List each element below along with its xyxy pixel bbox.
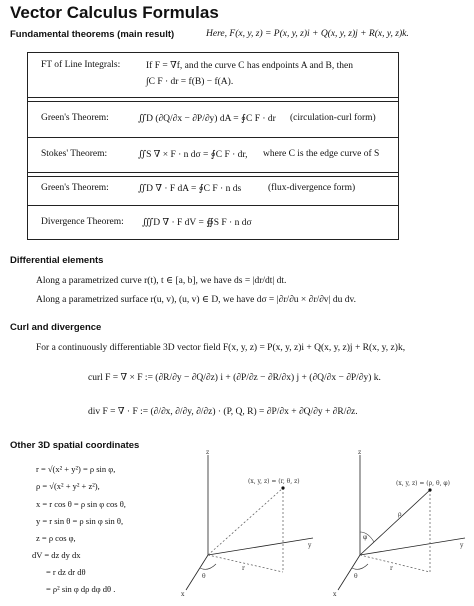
cyl-axis-z: z [206, 450, 210, 456]
sph-phi: φ [363, 534, 368, 541]
spatial-eq-z: z = ρ cos φ, [36, 533, 76, 543]
ftli-label: FT of Line Integrals: [41, 60, 121, 70]
cyl-r: r [242, 565, 245, 572]
ftli-line2: ∫C F · dr = f(B) − f(A). [146, 77, 234, 87]
stokes-note: where C is the edge curve of S [263, 149, 380, 159]
cyl-axis-y: y [308, 542, 312, 549]
spatial-heading: Other 3D spatial coordinates [10, 440, 140, 451]
sph-rho: ρ [398, 511, 402, 518]
divider [28, 205, 398, 206]
greens-flux-note: (flux-divergence form) [268, 183, 356, 193]
cyl-point-label: (x, y, z) = (r, θ, z) [248, 478, 300, 485]
curl-formula: curl F = ∇ × F := (∂R/∂y − ∂Q/∂z) i + (∂P/∂z − ∂R/∂x) j + (∂Q/∂x − ∂P/∂y) k. [88, 373, 381, 383]
greens-flux-label: Green's Theorem: [41, 183, 109, 193]
curl-intro: For a continuously differentiable 3D vector field F(x, y, z) = P(x, y, z)i + Q(x, y, z)j + R(x, y, z)k, [36, 343, 406, 353]
cyl-axis-x: x [181, 591, 185, 598]
divider [28, 172, 398, 177]
sph-axis-z: z [358, 450, 362, 456]
sph-axis-y: y [460, 542, 464, 549]
sph-r: r [390, 565, 393, 572]
spatial-eq-dv-cyl: = r dz dr dθ [46, 567, 86, 577]
sph-theta: θ [354, 573, 358, 580]
divider [28, 97, 398, 102]
sph-point-label: (x, y, z) = (ρ, θ, φ) [396, 480, 450, 487]
differential-line2: Along a parametrized surface r(u, v), (u, v) ∈ D, we have dσ = |∂r/∂u × ∂r/∂v| du dv. [36, 295, 356, 305]
stokes-label: Stokes' Theorem: [41, 149, 108, 159]
greens-label: Green's Theorem: [41, 113, 109, 123]
spatial-eq-rho: ρ = √(x² + y² + z²), [36, 481, 100, 491]
greens-note: (circulation-curl form) [290, 113, 376, 123]
sph-axis-x: x [333, 591, 337, 598]
spatial-eq-dv: dV = dz dy dx [32, 550, 81, 560]
spatial-eq-dv-sph: = ρ² sin φ dρ dφ dθ . [46, 584, 116, 594]
theorems-box [27, 52, 399, 240]
greens-flux-formula: ∬D ∇ · F dA = ∮C F · n ds [138, 184, 242, 194]
ftli-line1: If F = ∇f, and the curve C has endpoints A and B, then [146, 61, 353, 71]
curl-heading: Curl and divergence [10, 322, 102, 333]
stokes-formula: ∬S ∇ × F · n dσ = ∮C F · dr, [138, 150, 248, 160]
divergence-label: Divergence Theorem: [41, 217, 124, 227]
spatial-eq-y: y = r sin θ = ρ sin φ sin θ, [36, 516, 124, 526]
spherical-diagram [330, 450, 470, 600]
differential-line1: Along a parametrized curve r(t), t ∈ [a, b], we have ds = |dr/dt| dt. [36, 276, 287, 286]
cylindrical-diagram [178, 450, 318, 600]
spatial-eq-r: r = √(x² + y²) = ρ sin φ, [36, 464, 116, 474]
greens-formula: ∬D (∂Q/∂x − ∂P/∂y) dA = ∮C F · dr [138, 114, 276, 124]
divider [28, 137, 398, 138]
page-title: Vector Calculus Formulas [10, 3, 219, 22]
spatial-eq-x: x = r cos θ = ρ sin φ cos θ, [36, 499, 126, 509]
div-formula: div F = ∇ · F := (∂/∂x, ∂/∂y, ∂/∂z) · (P, Q, R) = ∂P/∂x + ∂Q/∂y + ∂R/∂z. [88, 407, 358, 417]
differential-heading: Differential elements [10, 255, 104, 266]
divergence-formula: ∭D ∇ · F dV = ∯S F · n dσ [142, 218, 252, 228]
fundamental-intro: Here, F(x, y, z) = P(x, y, z)i + Q(x, y, z)j + R(x, y, z)k. [206, 29, 409, 39]
fundamental-heading: Fundamental theorems (main result) [10, 29, 175, 40]
cyl-theta: θ [202, 573, 206, 580]
